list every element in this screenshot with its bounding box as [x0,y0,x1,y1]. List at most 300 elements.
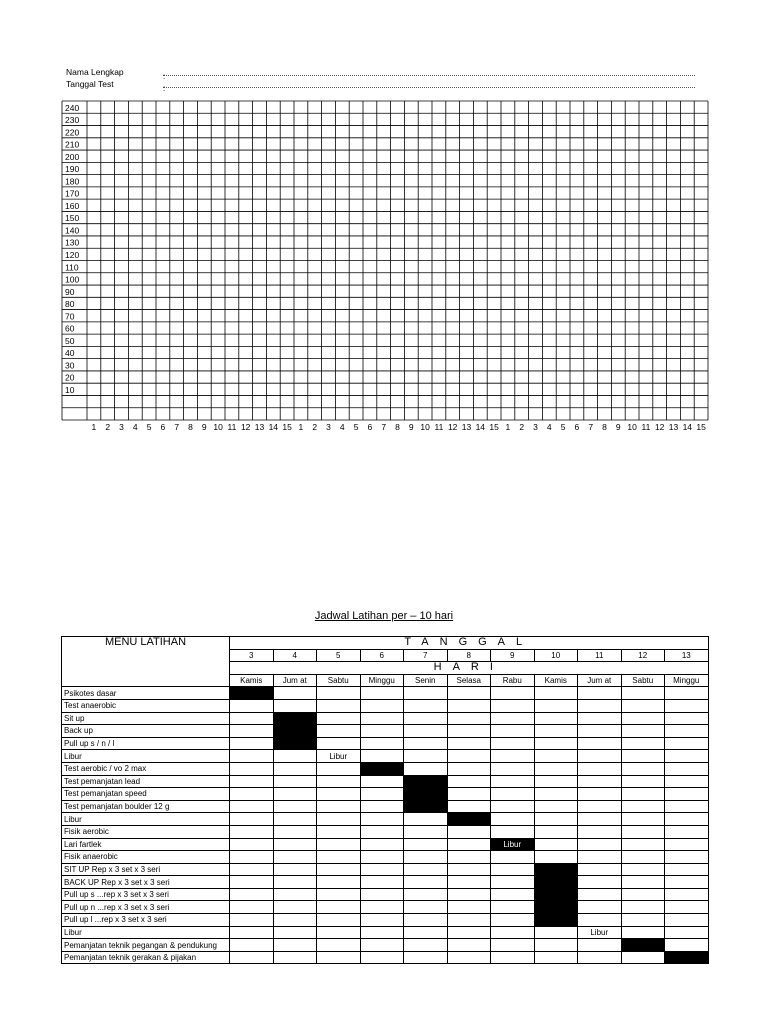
schedule-cell [230,951,274,964]
schedule-cell [578,788,622,801]
day-cell: Kamis [230,674,274,687]
activity-label: Libur [62,813,230,826]
x-tick-label: 1 [298,422,304,432]
schedule-cell [360,863,404,876]
x-tick-label: 14 [682,422,693,432]
activity-label: Back up [62,725,230,738]
schedule-cell [230,914,274,927]
schedule-cell [317,737,361,750]
schedule-cell [230,813,274,826]
date-cell: 8 [447,649,491,662]
schedule-cell [665,687,709,700]
schedule-cell [534,775,578,788]
schedule-cell [317,939,361,952]
schedule-cell [404,699,448,712]
schedule-cell [230,775,274,788]
schedule-cell [273,851,317,864]
schedule-cell [230,712,274,725]
schedule-cell [665,901,709,914]
schedule-cell [578,750,622,763]
schedule-cell [621,800,665,813]
schedule-cell [578,914,622,927]
schedule-cell [621,737,665,750]
x-tick-label: 5 [353,422,359,432]
schedule-cell [621,825,665,838]
schedule-cell [578,712,622,725]
schedule-cell [534,838,578,851]
activity-label: Test pemanjatan boulder 12 g [62,800,230,813]
schedule-cell [447,800,491,813]
schedule-cell [360,939,404,952]
schedule-cell [665,762,709,775]
schedule-cell [665,699,709,712]
schedule-cell [404,914,448,927]
x-tick-label: 6 [367,422,373,432]
schedule-row [62,699,709,712]
schedule-cell [665,788,709,801]
schedule-cell [404,762,448,775]
x-tick-label: 10 [420,422,430,432]
schedule-cell [665,737,709,750]
schedule-cell [230,725,274,738]
schedule-cell [491,813,535,826]
schedule-table [61,636,709,964]
schedule-cell [578,939,622,952]
activity-label: Test pemanjatan speed [62,788,230,801]
day-cell: Rabu [491,674,535,687]
schedule-row [62,788,709,801]
schedule-cell [317,699,361,712]
schedule-cell [491,699,535,712]
schedule-cell [317,838,361,851]
schedule-cell-filled [230,687,274,700]
schedule-cell [404,725,448,738]
schedule-cell-filled [404,788,448,801]
x-tick-label: 8 [188,422,193,432]
y-tick-label: 30 [65,360,75,371]
schedule-cell-filled [534,901,578,914]
schedule-cell [491,775,535,788]
schedule-cell [404,901,448,914]
day-cell: Kamis [534,674,578,687]
schedule-cell [447,914,491,927]
schedule-cell [447,750,491,763]
x-tick-label: 9 [615,422,621,432]
schedule-cell [447,851,491,864]
schedule-cell [404,951,448,964]
schedule-cell [273,876,317,889]
y-tick-label: 130 [65,237,80,248]
activity-label: Fisik aerobic [62,825,230,838]
y-tick-label: 220 [65,127,80,138]
schedule-cell [578,838,622,851]
schedule-cell [230,762,274,775]
date-cell: 6 [360,649,404,662]
schedule-cell [360,951,404,964]
activity-label: Fisik anaerobic [62,851,230,864]
date-label: Tanggal Test [66,79,114,89]
schedule-cell [273,838,317,851]
schedule-cell [621,914,665,927]
schedule-cell [491,737,535,750]
schedule-row [62,926,709,939]
schedule-cell [317,800,361,813]
schedule-cell [491,788,535,801]
name-label: Nama Lengkap [66,67,124,77]
x-tick-label: 7 [174,422,180,432]
x-tick-label: 3 [326,422,331,432]
schedule-cell-filled [447,813,491,826]
schedule-cell [491,926,535,939]
y-tick-label: 50 [65,335,75,346]
y-tick-label: 240 [65,102,80,113]
schedule-cell [665,914,709,927]
schedule-cell [273,825,317,838]
schedule-cell [578,901,622,914]
schedule-cell [447,712,491,725]
schedule-cell [491,712,535,725]
schedule-row [62,687,709,700]
schedule-cell [404,876,448,889]
x-tick-label: 1 [91,422,97,432]
x-tick-label: 4 [546,422,552,432]
date-cell: 5 [317,649,361,662]
schedule-cell [404,712,448,725]
schedule-cell [273,888,317,901]
schedule-cell [665,863,709,876]
schedule-cell [491,851,535,864]
activity-label: Pull up n ...rep x 3 set x 3 seri [62,901,230,914]
schedule-cell [621,951,665,964]
schedule-cell [273,813,317,826]
schedule-cell [273,699,317,712]
schedule-cell [447,725,491,738]
schedule-cell [447,788,491,801]
schedule-cell [230,750,274,763]
schedule-cell-filled [534,888,578,901]
x-tick-label: 15 [282,422,292,432]
activity-label: Lari fartlek [62,838,230,851]
schedule-cell [578,851,622,864]
name-field[interactable]: : [163,66,695,76]
x-tick-label: 3 [533,422,538,432]
date-cell: 9 [491,649,535,662]
schedule-cell [534,939,578,952]
schedule-cell [578,687,622,700]
schedule-cell [317,851,361,864]
schedule-cell [534,750,578,763]
schedule-cell [447,901,491,914]
schedule-cell-filled [665,951,709,964]
x-tick-label: 2 [519,422,525,432]
schedule-cell [578,863,622,876]
y-tick-label: 140 [65,225,80,236]
x-tick-label: 8 [602,422,607,432]
y-tick-label: 230 [65,115,80,126]
schedule-cell [360,825,404,838]
schedule-cell [273,775,317,788]
x-tick-label: 13 [668,422,679,432]
activity-label: Libur [62,750,230,763]
schedule-row [62,725,709,738]
schedule-cell [317,813,361,826]
schedule-cell-filled [273,712,317,725]
schedule-cell [578,876,622,889]
schedule-cell [273,762,317,775]
schedule-cell [230,939,274,952]
schedule-cell [534,712,578,725]
schedule-cell [491,863,535,876]
schedule-cell [491,725,535,738]
y-tick-label: 150 [65,213,80,224]
schedule-cell [404,851,448,864]
schedule-cell [317,901,361,914]
x-tick-label: 7 [381,422,387,432]
date-field[interactable]: : [163,78,695,88]
day-cell: Jum at [273,674,317,687]
schedule-cell [230,825,274,838]
schedule-cell [534,800,578,813]
schedule-cell [447,838,491,851]
schedule-cell [230,699,274,712]
schedule-cell [360,775,404,788]
y-tick-label: 110 [65,262,79,273]
schedule-cell [665,888,709,901]
schedule-cell [578,825,622,838]
schedule-cell [360,750,404,763]
day-cell: Jum at [578,674,622,687]
schedule-cell [534,737,578,750]
x-tick-label: 15 [696,422,706,432]
schedule-cell [621,687,665,700]
schedule-title: Jadwal Latihan per – 10 hari [314,610,454,622]
schedule-cell [491,800,535,813]
schedule-cell-filled [404,800,448,813]
schedule-cell [621,762,665,775]
schedule-cell [317,863,361,876]
x-tick-label: 10 [213,422,223,432]
schedule-cell-filled [534,863,578,876]
schedule-cell [665,775,709,788]
schedule-cell [404,838,448,851]
x-tick-label: 6 [160,422,166,432]
schedule-cell [578,800,622,813]
schedule-cell [578,762,622,775]
y-tick-label: 20 [65,372,75,383]
tanggal-header: TANGGAL [230,637,709,650]
schedule-cell [273,800,317,813]
schedule-cell [317,712,361,725]
schedule-cell-filled [621,939,665,952]
activity-label: Psikotes dasar [62,687,230,700]
activity-label: Test pemanjatan lead [62,775,230,788]
schedule-cell [447,926,491,939]
schedule-cell [621,813,665,826]
schedule-cell [273,687,317,700]
x-tick-label: 10 [627,422,637,432]
day-cell: Minggu [360,674,404,687]
x-tick-label: 11 [641,422,651,432]
schedule-cell [665,800,709,813]
schedule-cell [273,863,317,876]
schedule-cell [447,951,491,964]
schedule-row [62,813,709,826]
schedule-cell [621,876,665,889]
schedule-cell [621,851,665,864]
schedule-cell [447,687,491,700]
schedule-cell-filled [534,914,578,927]
schedule-cell [360,737,404,750]
y-tick-label: 90 [65,286,75,297]
y-tick-label: 190 [65,164,80,175]
activity-label: SIT UP Rep x 3 set x 3 seri [62,863,230,876]
schedule-cell [447,775,491,788]
schedule-cell [621,888,665,901]
schedule-cell [273,926,317,939]
schedule-cell [534,825,578,838]
schedule-row [62,914,709,927]
activity-label: Pemanjatan teknik gerakan & pijakan [62,951,230,964]
schedule-cell [317,914,361,927]
schedule-cell [491,687,535,700]
schedule-cell [317,888,361,901]
schedule-cell [230,901,274,914]
day-cell: Sabtu [317,674,361,687]
schedule-cell [317,788,361,801]
activity-label: Pull up l ...rep x 3 set x 3 seri [62,914,230,927]
schedule-cell [665,825,709,838]
schedule-cell [491,914,535,927]
schedule-row [62,951,709,964]
x-tick-label: 9 [408,422,414,432]
schedule-row [62,712,709,725]
schedule-cell [360,699,404,712]
schedule-cell [404,813,448,826]
schedule-cell [621,863,665,876]
date-cell: 7 [404,649,448,662]
date-cell: 13 [665,649,709,662]
schedule-cell-text: Libur [491,838,535,851]
schedule-cell [491,876,535,889]
schedule-cell [534,725,578,738]
schedule-cell [578,951,622,964]
schedule-cell [447,876,491,889]
schedule-cell [621,712,665,725]
schedule-cell [273,914,317,927]
schedule-cell [665,725,709,738]
x-tick-label: 1 [505,422,511,432]
schedule-cell [534,951,578,964]
x-tick-label: 5 [146,422,152,432]
schedule-cell [534,699,578,712]
activity-label: Pemanjatan teknik pegangan & pendukung [62,939,230,952]
schedule-cell [360,901,404,914]
x-tick-label: 7 [588,422,594,432]
date-cell: 10 [534,649,578,662]
activity-label: Test anaerobic [62,699,230,712]
schedule-cell-text: Libur [317,750,361,763]
x-tick-label: 5 [560,422,566,432]
y-tick-label: 170 [65,188,80,199]
x-tick-label: 2 [312,422,318,432]
schedule-row [62,750,709,763]
x-tick-label: 8 [395,422,400,432]
schedule-cell [404,863,448,876]
schedule-cell [273,750,317,763]
activity-label: Sit up [62,712,230,725]
schedule-cell [230,800,274,813]
day-cell: Selasa [447,674,491,687]
date-cell: 4 [273,649,317,662]
x-tick-label: 11 [227,422,237,432]
schedule-cell [491,762,535,775]
schedule-cell [360,914,404,927]
schedule-row [62,838,709,851]
schedule-row [62,888,709,901]
schedule-cell [317,687,361,700]
x-tick-label: 4 [132,422,138,432]
y-tick-label: 100 [65,274,80,285]
schedule-cell [230,876,274,889]
schedule-cell [447,825,491,838]
schedule-cell [534,687,578,700]
schedule-cell-filled [273,737,317,750]
schedule-cell [665,876,709,889]
schedule-cell [621,926,665,939]
schedule-cell [621,699,665,712]
schedule-cell [360,926,404,939]
schedule-cell [230,888,274,901]
schedule-cell [404,888,448,901]
schedule-row [62,901,709,914]
schedule-cell [317,775,361,788]
schedule-cell [534,851,578,864]
schedule-cell [404,687,448,700]
y-tick-label: 60 [65,323,75,334]
schedule-row [62,800,709,813]
x-tick-label: 15 [489,422,499,432]
schedule-cell [360,788,404,801]
menu-latihan-header: MENU LATIHAN [62,637,230,687]
schedule-cell [578,775,622,788]
day-cell: Senin [404,674,448,687]
day-cell: Minggu [665,674,709,687]
schedule-cell [578,699,622,712]
schedule-cell [491,951,535,964]
schedule-cell [534,762,578,775]
schedule-cell [360,687,404,700]
schedule-cell [665,838,709,851]
schedule-row [62,825,709,838]
schedule-cell [534,788,578,801]
date-cell: 11 [578,649,622,662]
x-tick-label: 13 [461,422,472,432]
schedule-cell [404,825,448,838]
schedule-cell [404,750,448,763]
schedule-cell [621,901,665,914]
hari-header: HARI [230,662,709,675]
schedule-row [62,737,709,750]
activity-label: BACK UP Rep x 3 set x 3 seri [62,876,230,889]
schedule-cell [665,926,709,939]
schedule-cell [230,788,274,801]
y-tick-label: 40 [65,348,75,359]
schedule-cell [447,699,491,712]
schedule-cell [621,788,665,801]
schedule-cell [491,750,535,763]
schedule-row [62,762,709,775]
x-tick-label: 2 [105,422,111,432]
